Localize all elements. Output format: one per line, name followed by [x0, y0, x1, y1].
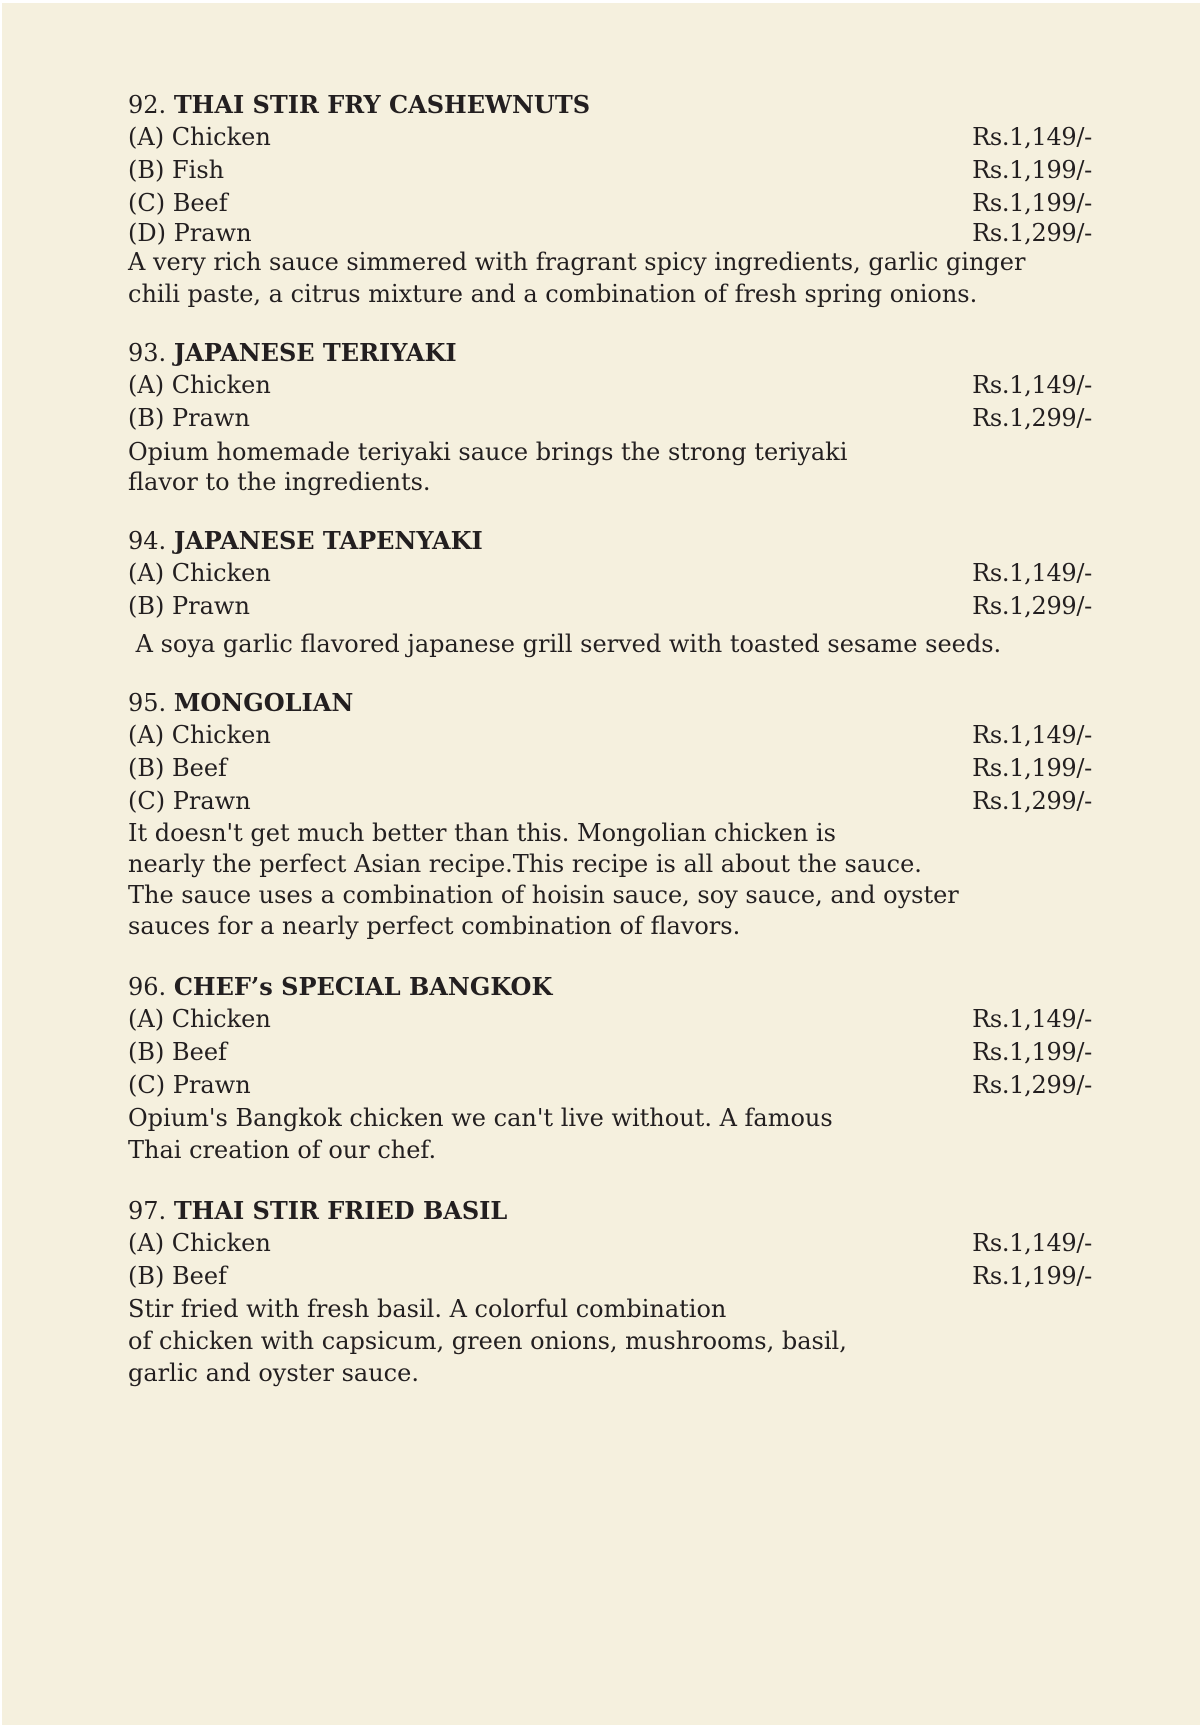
item-title: THAI STIR FRY CASHEWNUTS	[173, 90, 591, 119]
item-description	[128, 818, 1092, 942]
option-label: (C) Prawn	[128, 1071, 251, 1099]
menu-item-92	[128, 88, 1092, 310]
menu-item-94	[128, 524, 1092, 660]
menu-item-heading	[128, 686, 1092, 719]
option-label: (B) Beef	[128, 1262, 227, 1290]
menu-option	[128, 369, 1092, 402]
item-description	[128, 246, 1092, 310]
menu-option	[128, 1260, 1092, 1293]
menu-option	[128, 1227, 1092, 1260]
item-title: JAPANESE TERIYAKI	[173, 338, 457, 367]
description-line: nearly the perfect Asian recipe.This recipe is all about the sauce.	[128, 850, 922, 878]
menu-item-93	[128, 336, 1092, 497]
option-price: Rs.1,299/-	[972, 1071, 1092, 1099]
item-title: MONGOLIAN	[173, 688, 354, 717]
menu-option	[128, 752, 1092, 785]
menu-option	[128, 1036, 1092, 1069]
menu-option	[128, 402, 1092, 435]
option-label: (C) Beef	[128, 189, 228, 217]
menu-option	[128, 590, 1092, 623]
menu-item-heading	[128, 970, 1092, 1003]
description-line: The sauce uses a combination of hoisin sauce, soy sauce, and oyster	[128, 881, 959, 909]
item-number: 94.	[128, 527, 167, 555]
option-label: (A) Chicken	[128, 371, 271, 399]
option-label: (B) Fish	[128, 156, 225, 184]
option-label: (B) Prawn	[128, 404, 250, 432]
option-price: Rs.1,299/-	[972, 404, 1092, 432]
menu-option	[128, 121, 1092, 154]
menu-option	[128, 187, 1092, 220]
option-price: Rs.1,199/-	[972, 156, 1092, 184]
option-price: Rs.1,149/-	[972, 721, 1092, 749]
option-price: Rs.1,149/-	[972, 1005, 1092, 1033]
description-line: garlic and oyster sauce.	[128, 1359, 419, 1387]
item-number: 96.	[128, 973, 167, 1001]
option-price: Rs.1,149/-	[972, 123, 1092, 151]
menu-option	[128, 1069, 1092, 1102]
description-line: chili paste, a citrus mixture and a combination of fresh spring onions.	[128, 280, 978, 308]
item-title: CHEF’s SPECIAL BANGKOK	[173, 972, 553, 1001]
option-label: (B) Beef	[128, 1038, 227, 1066]
description-line: Opium homemade teriyaki sauce brings the strong teriyaki	[128, 438, 848, 466]
option-label: (A) Chicken	[128, 721, 271, 749]
menu-option	[128, 154, 1092, 187]
description-line: A soya garlic flavored japanese grill served with toasted sesame seeds.	[128, 630, 1002, 658]
item-description	[128, 628, 1092, 660]
option-price: Rs.1,299/-	[972, 787, 1092, 815]
menu-option	[128, 557, 1092, 590]
menu-option	[128, 1003, 1092, 1036]
description-line: Thai creation of our chef.	[128, 1136, 437, 1164]
item-number: 92.	[128, 91, 167, 119]
menu-option	[128, 220, 1092, 246]
menu-item-95	[128, 686, 1092, 942]
option-price: Rs.1,199/-	[972, 754, 1092, 782]
option-label: (C) Prawn	[128, 787, 251, 815]
option-price: Rs.1,299/-	[972, 592, 1092, 620]
menu-item-96	[128, 970, 1092, 1166]
menu-item-heading	[128, 88, 1092, 121]
option-label: (A) Chicken	[128, 123, 271, 151]
item-description	[128, 1293, 1092, 1389]
option-label: (D) Prawn	[128, 219, 252, 247]
description-line: It doesn't get much better than this. Mongolian chicken is	[128, 819, 836, 847]
option-price: Rs.1,149/-	[972, 371, 1092, 399]
menu-item-heading	[128, 524, 1092, 557]
option-price: Rs.1,199/-	[972, 1038, 1092, 1066]
option-price: Rs.1,149/-	[972, 1229, 1092, 1257]
option-label: (B) Beef	[128, 754, 227, 782]
description-line: flavor to the ingredients.	[128, 468, 431, 496]
description-line: Opium's Bangkok chicken we can't live without. A famous	[128, 1104, 833, 1132]
description-line: sauces for a nearly perfect combination of flavors.	[128, 912, 741, 940]
item-description	[128, 1102, 1092, 1166]
menu-item-97	[128, 1194, 1092, 1389]
option-price: Rs.1,199/-	[972, 189, 1092, 217]
menu-item-heading	[128, 336, 1092, 369]
item-number: 95.	[128, 689, 167, 717]
option-price: Rs.1,149/-	[972, 559, 1092, 587]
option-label: (A) Chicken	[128, 559, 271, 587]
menu-item-heading	[128, 1194, 1092, 1227]
item-number: 93.	[128, 339, 167, 367]
menu-option	[128, 785, 1092, 818]
option-price: Rs.1,299/-	[972, 219, 1092, 247]
item-number: 97.	[128, 1197, 167, 1225]
menu-option	[128, 719, 1092, 752]
description-line: Stir fried with fresh basil. A colorful combination	[128, 1295, 727, 1323]
description-line: of chicken with capsicum, green onions, mushrooms, basil,	[128, 1327, 847, 1355]
item-title: THAI STIR FRIED BASIL	[173, 1196, 508, 1225]
description-line: A very rich sauce simmered with fragrant spicy ingredients, garlic ginger	[128, 248, 1026, 276]
option-label: (A) Chicken	[128, 1005, 271, 1033]
option-label: (A) Chicken	[128, 1229, 271, 1257]
option-label: (B) Prawn	[128, 592, 250, 620]
item-title: JAPANESE TAPENYAKI	[173, 526, 483, 555]
item-description	[128, 437, 1092, 497]
option-price: Rs.1,199/-	[972, 1262, 1092, 1290]
